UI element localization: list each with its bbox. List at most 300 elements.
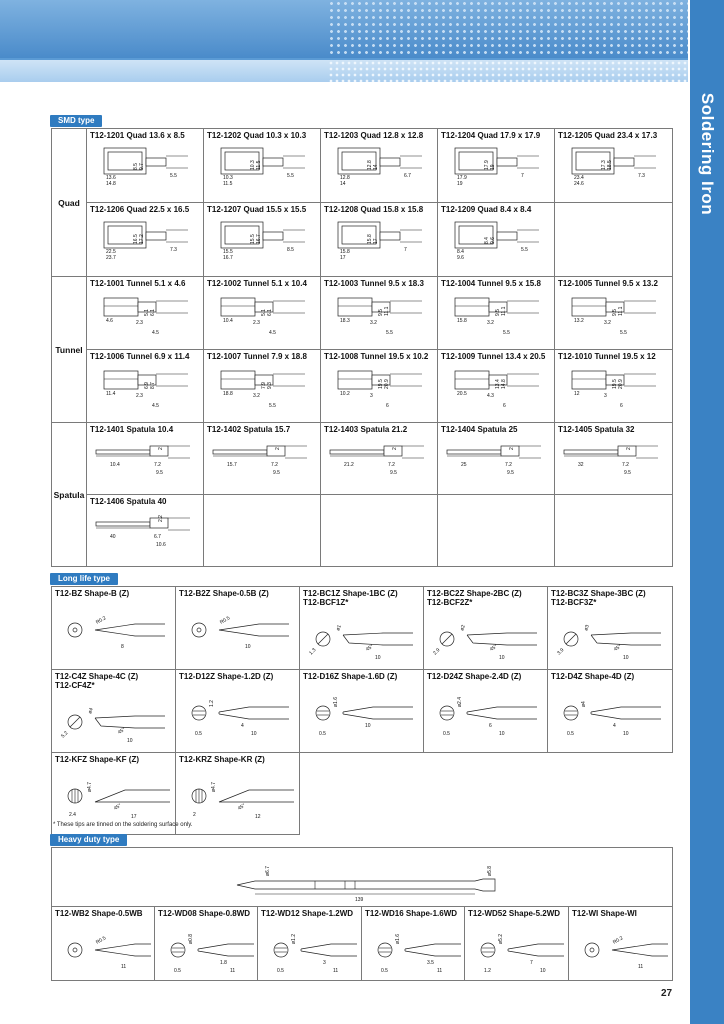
tip-body-outline xyxy=(104,371,138,389)
tip-side-outline xyxy=(198,944,254,956)
dimension-label: 10.3 xyxy=(250,160,256,170)
dimension-label: R0.5 xyxy=(219,615,232,626)
tip-end-view xyxy=(564,706,578,720)
dimension-label: 3.2 xyxy=(487,320,494,326)
tip-point-view xyxy=(73,948,77,952)
row-group-label: Spatula xyxy=(52,423,87,567)
dimension-label: R0.2 xyxy=(95,615,108,626)
dimension-label: 2 xyxy=(275,447,281,450)
dimension-label: 24.6 xyxy=(574,181,584,187)
dimension-label: 4.6 xyxy=(106,318,113,324)
tip-body-outline xyxy=(455,371,489,389)
tip-blade xyxy=(213,450,267,454)
tip-model-name: T12-C4Z Shape-4C (Z) xyxy=(55,672,139,681)
dimension-label: 16.7 xyxy=(256,234,262,244)
dimension-label: 10.4 xyxy=(223,318,233,324)
dimension-label: 6.1 xyxy=(267,309,273,316)
tip-drawing xyxy=(90,438,198,478)
tip-end-view xyxy=(171,943,185,957)
dimension-label: 11 xyxy=(638,964,644,970)
tip-cell xyxy=(258,907,362,981)
side-tab-title: Soldering Iron xyxy=(698,92,718,216)
dimension-label: 14.8 xyxy=(106,181,116,187)
dimension-label: R0.2 xyxy=(612,935,625,946)
tip-model-name: T12-WB2 Shape-0.5WB xyxy=(55,909,143,918)
tip-model-name: T12-1205 Quad 23.4 x 17.3 xyxy=(558,131,658,140)
dimension-label: 7.3 xyxy=(170,247,177,253)
dimension-label: 45° xyxy=(113,802,123,812)
section-label-longlife: Long life type xyxy=(50,573,118,585)
dimension-label: 0.5 xyxy=(443,731,450,737)
dimension-label: 10 xyxy=(623,731,629,737)
heavy-table xyxy=(51,847,673,981)
tip-cell xyxy=(321,423,438,495)
dimension-label: 17 xyxy=(373,238,379,244)
tip-side-outline xyxy=(467,707,537,719)
dimension-label: 0.5 xyxy=(174,968,181,974)
tip-drawing xyxy=(90,510,198,550)
tip-cell xyxy=(176,753,300,835)
dimension-label: 8 xyxy=(121,644,124,650)
tip-cell xyxy=(465,907,569,981)
tip-cell xyxy=(555,203,673,277)
tip-model-name: T12-1403 Spatula 21.2 xyxy=(324,425,408,434)
dimension-label: 5.5 xyxy=(287,173,294,179)
table-row xyxy=(52,587,673,670)
tip-drawing xyxy=(90,144,198,188)
tip-model-name: T12-BC1Z Shape-1BC (Z) xyxy=(303,589,398,598)
tip-drawing xyxy=(427,685,543,741)
dimension-label: 17.2 xyxy=(139,234,145,244)
dimension-label: 4 xyxy=(241,723,244,729)
tip-cell xyxy=(438,350,555,423)
tip-body-outline xyxy=(455,298,489,316)
tip-side-outline xyxy=(467,633,537,645)
tip-cell xyxy=(204,350,321,423)
tip-drawing xyxy=(365,922,461,978)
dimension-label: 12.8 xyxy=(340,175,350,181)
dimension-label: 45° xyxy=(237,802,247,812)
dimension-label: ø4.7 xyxy=(211,781,217,792)
dimension-label: 10.6 xyxy=(156,542,166,548)
tip-drawing xyxy=(179,685,295,741)
dimension-label: 9.5 xyxy=(612,309,618,316)
dimension-label: 1.2 xyxy=(484,968,491,974)
tip-drawing xyxy=(55,602,171,658)
dimension-label: 7 xyxy=(404,247,407,253)
dimension-label: 7.2 xyxy=(154,462,161,468)
tip-model-name: T12-1405 Spatula 32 xyxy=(558,425,635,434)
dimension-label: 12 xyxy=(255,814,261,820)
dimension-label: 22.5 xyxy=(106,249,116,255)
table-row xyxy=(52,495,673,567)
tip-cell xyxy=(204,495,321,567)
dimension-label: 11 xyxy=(437,968,443,974)
header-dot-pattern xyxy=(328,0,688,58)
tip-model-name: T12-1203 Quad 12.8 x 12.8 xyxy=(324,131,424,140)
dimension-label: 0.5 xyxy=(381,968,388,974)
tip-drawing xyxy=(158,922,254,978)
tip-point-view xyxy=(590,948,594,952)
dimension-label: 2 xyxy=(193,812,196,818)
dimension-label: 11 xyxy=(333,968,339,974)
dimension-label: 139 xyxy=(355,897,364,903)
dimension-label: 11 xyxy=(121,964,127,970)
row-group-label: Quad xyxy=(52,129,87,277)
longlife-table xyxy=(51,586,673,835)
tip-drawing xyxy=(55,768,171,824)
tip-model-name: T12-1006 Tunnel 6.9 x 11.4 xyxy=(90,352,190,361)
tip-cell xyxy=(438,203,555,277)
tip-cell xyxy=(424,587,548,670)
side-tab xyxy=(690,0,724,1024)
tip-model-name: T12-WD12 Shape-1.2WD xyxy=(261,909,354,918)
dimension-label: 14 xyxy=(373,164,379,170)
tip-drawing xyxy=(207,365,315,411)
dimension-label: 2 xyxy=(509,447,515,450)
tip-model-name: T12-WD16 Shape-1.6WD xyxy=(365,909,458,918)
dimension-label: 1.3 xyxy=(308,647,318,657)
dimension-label: 4.5 xyxy=(152,403,159,409)
tip-cell xyxy=(569,907,673,981)
dimension-label: 2.9 xyxy=(432,647,442,657)
tip-drawing xyxy=(303,685,419,741)
dimension-label: 10 xyxy=(127,738,133,744)
tip-model-name: T12-D16Z Shape-1.6D (Z) xyxy=(303,672,398,681)
tip-model-name: T12-WD08 Shape-0.8WD xyxy=(158,909,251,918)
tip-model-name: T12-D4Z Shape-4D (Z) xyxy=(551,672,635,681)
dimension-label: 8.4 xyxy=(484,237,490,244)
dimension-label: 9.5 xyxy=(495,309,501,316)
dimension-label: 23.4 xyxy=(574,175,584,181)
tip-cell xyxy=(555,277,673,350)
dimension-label: ø2.4 xyxy=(457,696,463,707)
tip-drawing xyxy=(90,218,198,262)
dimension-label: 14.8 xyxy=(501,379,507,389)
tip-cell xyxy=(555,495,673,567)
dimension-label: 10 xyxy=(623,655,629,661)
tip-model-name: T12-1002 Tunnel 5.1 x 10.4 xyxy=(207,279,307,288)
tip-shank xyxy=(497,232,517,240)
dimension-label: 15.8 xyxy=(340,249,350,255)
tip-variant-name: T12-CF4Z* xyxy=(55,681,95,690)
tip-cell xyxy=(321,129,438,203)
dimension-label: 4.5 xyxy=(269,330,276,336)
dimension-label: 10.3 xyxy=(223,175,233,181)
tip-cell xyxy=(555,423,673,495)
tip-cell xyxy=(321,350,438,423)
tip-drawing xyxy=(441,292,549,338)
dimension-label: 11.5 xyxy=(256,160,262,170)
dimension-label: 16.7 xyxy=(223,255,233,261)
tip-body-outline xyxy=(572,371,606,389)
tip-shank xyxy=(380,158,400,166)
tip-point-view xyxy=(197,628,201,632)
dimension-label: 2.3 xyxy=(136,320,143,326)
tip-drawing xyxy=(551,685,667,741)
tip-cell xyxy=(548,670,673,753)
dimension-label: 2 xyxy=(392,447,398,450)
dimension-label: ø3 xyxy=(583,624,591,632)
tip-end-view xyxy=(378,943,392,957)
tip-side-outline xyxy=(301,944,357,956)
dimension-label: 3.9 xyxy=(556,647,566,657)
tip-cell xyxy=(87,129,204,203)
tip-drawing xyxy=(441,218,549,262)
tip-model-name: T12-1207 Quad 15.5 x 15.5 xyxy=(207,205,307,214)
dimension-label: 11.1 xyxy=(618,306,624,316)
dimension-label: 8.7 xyxy=(150,382,156,389)
heavy-tip-overview-drawing xyxy=(55,854,667,904)
tip-cell xyxy=(176,670,300,753)
dimension-label: 2 xyxy=(626,447,632,450)
tip-point-view xyxy=(73,628,77,632)
tip-drawing xyxy=(324,365,432,411)
tip-drawing xyxy=(207,438,315,478)
dimension-label: 15.5 xyxy=(223,249,233,255)
dimension-label: 7.2 xyxy=(622,462,629,468)
tip-cell xyxy=(300,587,424,670)
dimension-label: 45° xyxy=(365,643,375,653)
tip-model-name: T12-1004 Tunnel 9.5 x 15.8 xyxy=(441,279,541,288)
dimension-label: 17.9 xyxy=(484,160,490,170)
table-row xyxy=(52,129,673,203)
dimension-label: 17 xyxy=(340,255,346,261)
tip-cell xyxy=(52,670,176,753)
dimension-label: 15.5 xyxy=(250,234,256,244)
tip-model-name: T12-1404 Spatula 25 xyxy=(441,425,518,434)
dimension-label: 25 xyxy=(461,462,467,468)
dimension-label: 7 xyxy=(530,960,533,966)
tip-cell xyxy=(555,350,673,423)
dimension-label: 5.1 xyxy=(144,309,150,316)
tip-cell xyxy=(87,423,204,495)
tip-model-name: T12-1007 Tunnel 7.9 x 18.8 xyxy=(207,352,307,361)
dimension-label: 4.5 xyxy=(152,330,159,336)
tip-drawing xyxy=(55,922,151,978)
dimension-label: 18.3 xyxy=(340,318,350,324)
tip-blade xyxy=(447,450,501,454)
tip-drawing xyxy=(179,602,295,658)
dimension-label: 40 xyxy=(110,534,116,540)
dimension-label: 45° xyxy=(117,726,127,736)
tip-cell xyxy=(300,670,424,753)
dimension-label: 9.5 xyxy=(507,470,514,476)
dimension-label: 9.7 xyxy=(139,163,145,170)
dimension-label: 7.3 xyxy=(638,173,645,179)
tip-cell xyxy=(176,587,300,670)
tip-drawing xyxy=(468,922,564,978)
tip-drawing xyxy=(558,438,666,478)
dimension-label: ø6.7 xyxy=(265,865,271,876)
tip-model-name: T12-1001 Tunnel 5.1 x 4.6 xyxy=(90,279,186,288)
dimension-label: 5.2 xyxy=(60,730,70,740)
table-row xyxy=(52,670,673,753)
tip-cell xyxy=(52,907,155,981)
dimension-label: 9.5 xyxy=(390,470,397,476)
tip-model-name: T12-1402 Spatula 15.7 xyxy=(207,425,291,434)
tip-variant-name: T12-BCF1Z* xyxy=(303,598,349,607)
tip-overall-outline xyxy=(237,879,495,891)
dimension-label: 21.2 xyxy=(344,462,354,468)
tip-end-view xyxy=(274,943,288,957)
dimension-label: 17 xyxy=(131,814,137,820)
dimension-label: 11.1 xyxy=(501,306,507,316)
tip-side-outline xyxy=(95,944,151,956)
dimension-label: 3.2 xyxy=(604,320,611,326)
row-group-label: Tunnel xyxy=(52,277,87,423)
table-row xyxy=(52,907,673,981)
tip-cell xyxy=(87,495,204,567)
tip-blade xyxy=(330,450,384,454)
tip-shank xyxy=(497,158,517,166)
dimension-label: 9.5 xyxy=(156,470,163,476)
dimension-label: 9.3 xyxy=(267,382,273,389)
tip-shank xyxy=(263,158,283,166)
tip-cell xyxy=(438,495,555,567)
tip-drawing xyxy=(179,768,295,824)
tip-model-name: T12-1010 Tunnel 19.5 x 12 xyxy=(558,352,656,361)
tip-drawing xyxy=(55,694,171,750)
dimension-label: 15.8 xyxy=(457,318,467,324)
longlife-footnote: * These tips are tinned on the soldering surface only. xyxy=(53,822,193,828)
dimension-label: 6.7 xyxy=(404,173,411,179)
dimension-label: 45° xyxy=(613,643,623,653)
tip-model-name: T12-WI Shape-WI xyxy=(572,909,637,918)
dimension-label: ø4.7 xyxy=(87,781,93,792)
dimension-label: 8.4 xyxy=(457,249,464,255)
dimension-label: 0.5 xyxy=(277,968,284,974)
tip-drawing xyxy=(324,438,432,478)
dimension-label: 3 xyxy=(370,393,373,399)
tip-model-name: T12-BC2Z Shape-2BC (Z) xyxy=(427,589,522,598)
tip-side-outline xyxy=(591,633,661,645)
dimension-label: 9.5 xyxy=(624,470,631,476)
tip-blade xyxy=(96,450,150,454)
tip-drawing xyxy=(207,292,315,338)
tip-drawing xyxy=(324,218,432,262)
tip-side-outline xyxy=(219,707,289,719)
tip-cell xyxy=(424,670,548,753)
tip-cell xyxy=(204,129,321,203)
dimension-label: 5.5 xyxy=(521,247,528,253)
tip-side-outline xyxy=(612,944,668,956)
dimension-label: 4 xyxy=(613,723,616,729)
tip-variant-name: T12-BCF2Z* xyxy=(427,598,473,607)
dimension-label: ø0.8 xyxy=(188,933,194,944)
dimension-label: 3.2 xyxy=(370,320,377,326)
tip-shank xyxy=(263,232,283,240)
tip-model-name: T12-KRZ Shape-KR (Z) xyxy=(179,755,265,764)
dimension-label: 15.7 xyxy=(227,462,237,468)
tip-drawing xyxy=(207,218,315,262)
dimension-label: 11 xyxy=(230,968,236,974)
tip-side-outline xyxy=(219,790,294,802)
tip-variant-name: T12-BCF3Z* xyxy=(551,598,597,607)
tip-side-outline xyxy=(343,633,413,645)
dimension-label: 20.5 xyxy=(457,391,467,397)
dimension-label: 9.5 xyxy=(273,470,280,476)
dimension-label: 0.5 xyxy=(195,731,202,737)
side-tab-label-box xyxy=(690,84,724,224)
tip-drawing xyxy=(572,922,668,978)
smd-table xyxy=(51,128,673,567)
dimension-label: 7.9 xyxy=(261,382,267,389)
tip-body-outline xyxy=(221,371,255,389)
tip-cell xyxy=(87,203,204,277)
tip-shank xyxy=(146,158,166,166)
dimension-label: 6 xyxy=(489,723,492,729)
dimension-label: R0.5 xyxy=(95,935,108,946)
tip-model-name: T12-B2Z Shape-0.5B (Z) xyxy=(179,589,269,598)
tip-cell xyxy=(438,277,555,350)
dimension-label: 19.5 xyxy=(378,379,384,389)
dimension-label: 18.5 xyxy=(607,160,613,170)
dimension-label: 16.5 xyxy=(133,234,139,244)
dimension-label: 19 xyxy=(490,164,496,170)
dimension-label: 2.3 xyxy=(253,320,260,326)
dimension-label: 1.8 xyxy=(220,960,227,966)
tip-drawing xyxy=(441,438,549,478)
tip-drawing xyxy=(441,144,549,188)
tip-model-name: T12-1005 Tunnel 9.5 x 13.2 xyxy=(558,279,658,288)
dimension-label: 3 xyxy=(323,960,326,966)
dimension-label: 10 xyxy=(245,644,251,650)
dimension-label: 9.5 xyxy=(378,309,384,316)
tip-body-outline xyxy=(338,298,372,316)
tip-cell xyxy=(204,277,321,350)
section-label-heavy: Heavy duty type xyxy=(50,834,127,846)
dimension-label: ø5.2 xyxy=(498,933,504,944)
dimension-label: 17.3 xyxy=(601,160,607,170)
dimension-label: 23.7 xyxy=(106,255,116,261)
tip-side-outline xyxy=(343,707,413,719)
dimension-label: 7.2 xyxy=(505,462,512,468)
dimension-label: 18.8 xyxy=(223,391,233,397)
tip-end-view xyxy=(192,706,206,720)
dimension-label: 5.5 xyxy=(170,173,177,179)
tip-model-name: T12-1208 Quad 15.8 x 15.8 xyxy=(324,205,424,214)
dimension-label: ø2 xyxy=(459,624,467,632)
tip-model-name: T12-1009 Tunnel 13.4 x 20.5 xyxy=(441,352,546,361)
tip-cell xyxy=(362,907,465,981)
section-label-smd: SMD type xyxy=(50,115,102,127)
tip-model-name: T12-BZ Shape-B (Z) xyxy=(55,589,130,598)
dimension-label: 0.5 xyxy=(319,731,326,737)
dimension-label: 9.6 xyxy=(457,255,464,261)
tip-drawing xyxy=(558,365,666,411)
dimension-label: 5.5 xyxy=(503,330,510,336)
tip-cell xyxy=(87,277,204,350)
header-band-dots xyxy=(328,60,688,82)
tip-drawing xyxy=(90,365,198,411)
dimension-label: 11.1 xyxy=(384,306,390,316)
header-light-band xyxy=(0,60,688,82)
tip-model-name: T12-1406 Spatula 40 xyxy=(90,497,167,506)
dimension-label: 4.3 xyxy=(487,393,494,399)
dimension-label: 6.7 xyxy=(154,534,161,540)
tip-side-outline xyxy=(95,624,165,636)
dimension-label: 6 xyxy=(503,403,506,409)
dimension-label: 32 xyxy=(578,462,584,468)
dimension-label: 10 xyxy=(365,723,371,729)
dimension-label: 6 xyxy=(620,403,623,409)
dimension-label: 2.4 xyxy=(69,812,76,818)
dimension-label: 45° xyxy=(489,643,499,653)
tip-side-outline xyxy=(219,624,289,636)
tip-model-name: T12-D24Z Shape-2.4D (Z) xyxy=(427,672,522,681)
dimension-label: ø1.6 xyxy=(333,696,339,707)
